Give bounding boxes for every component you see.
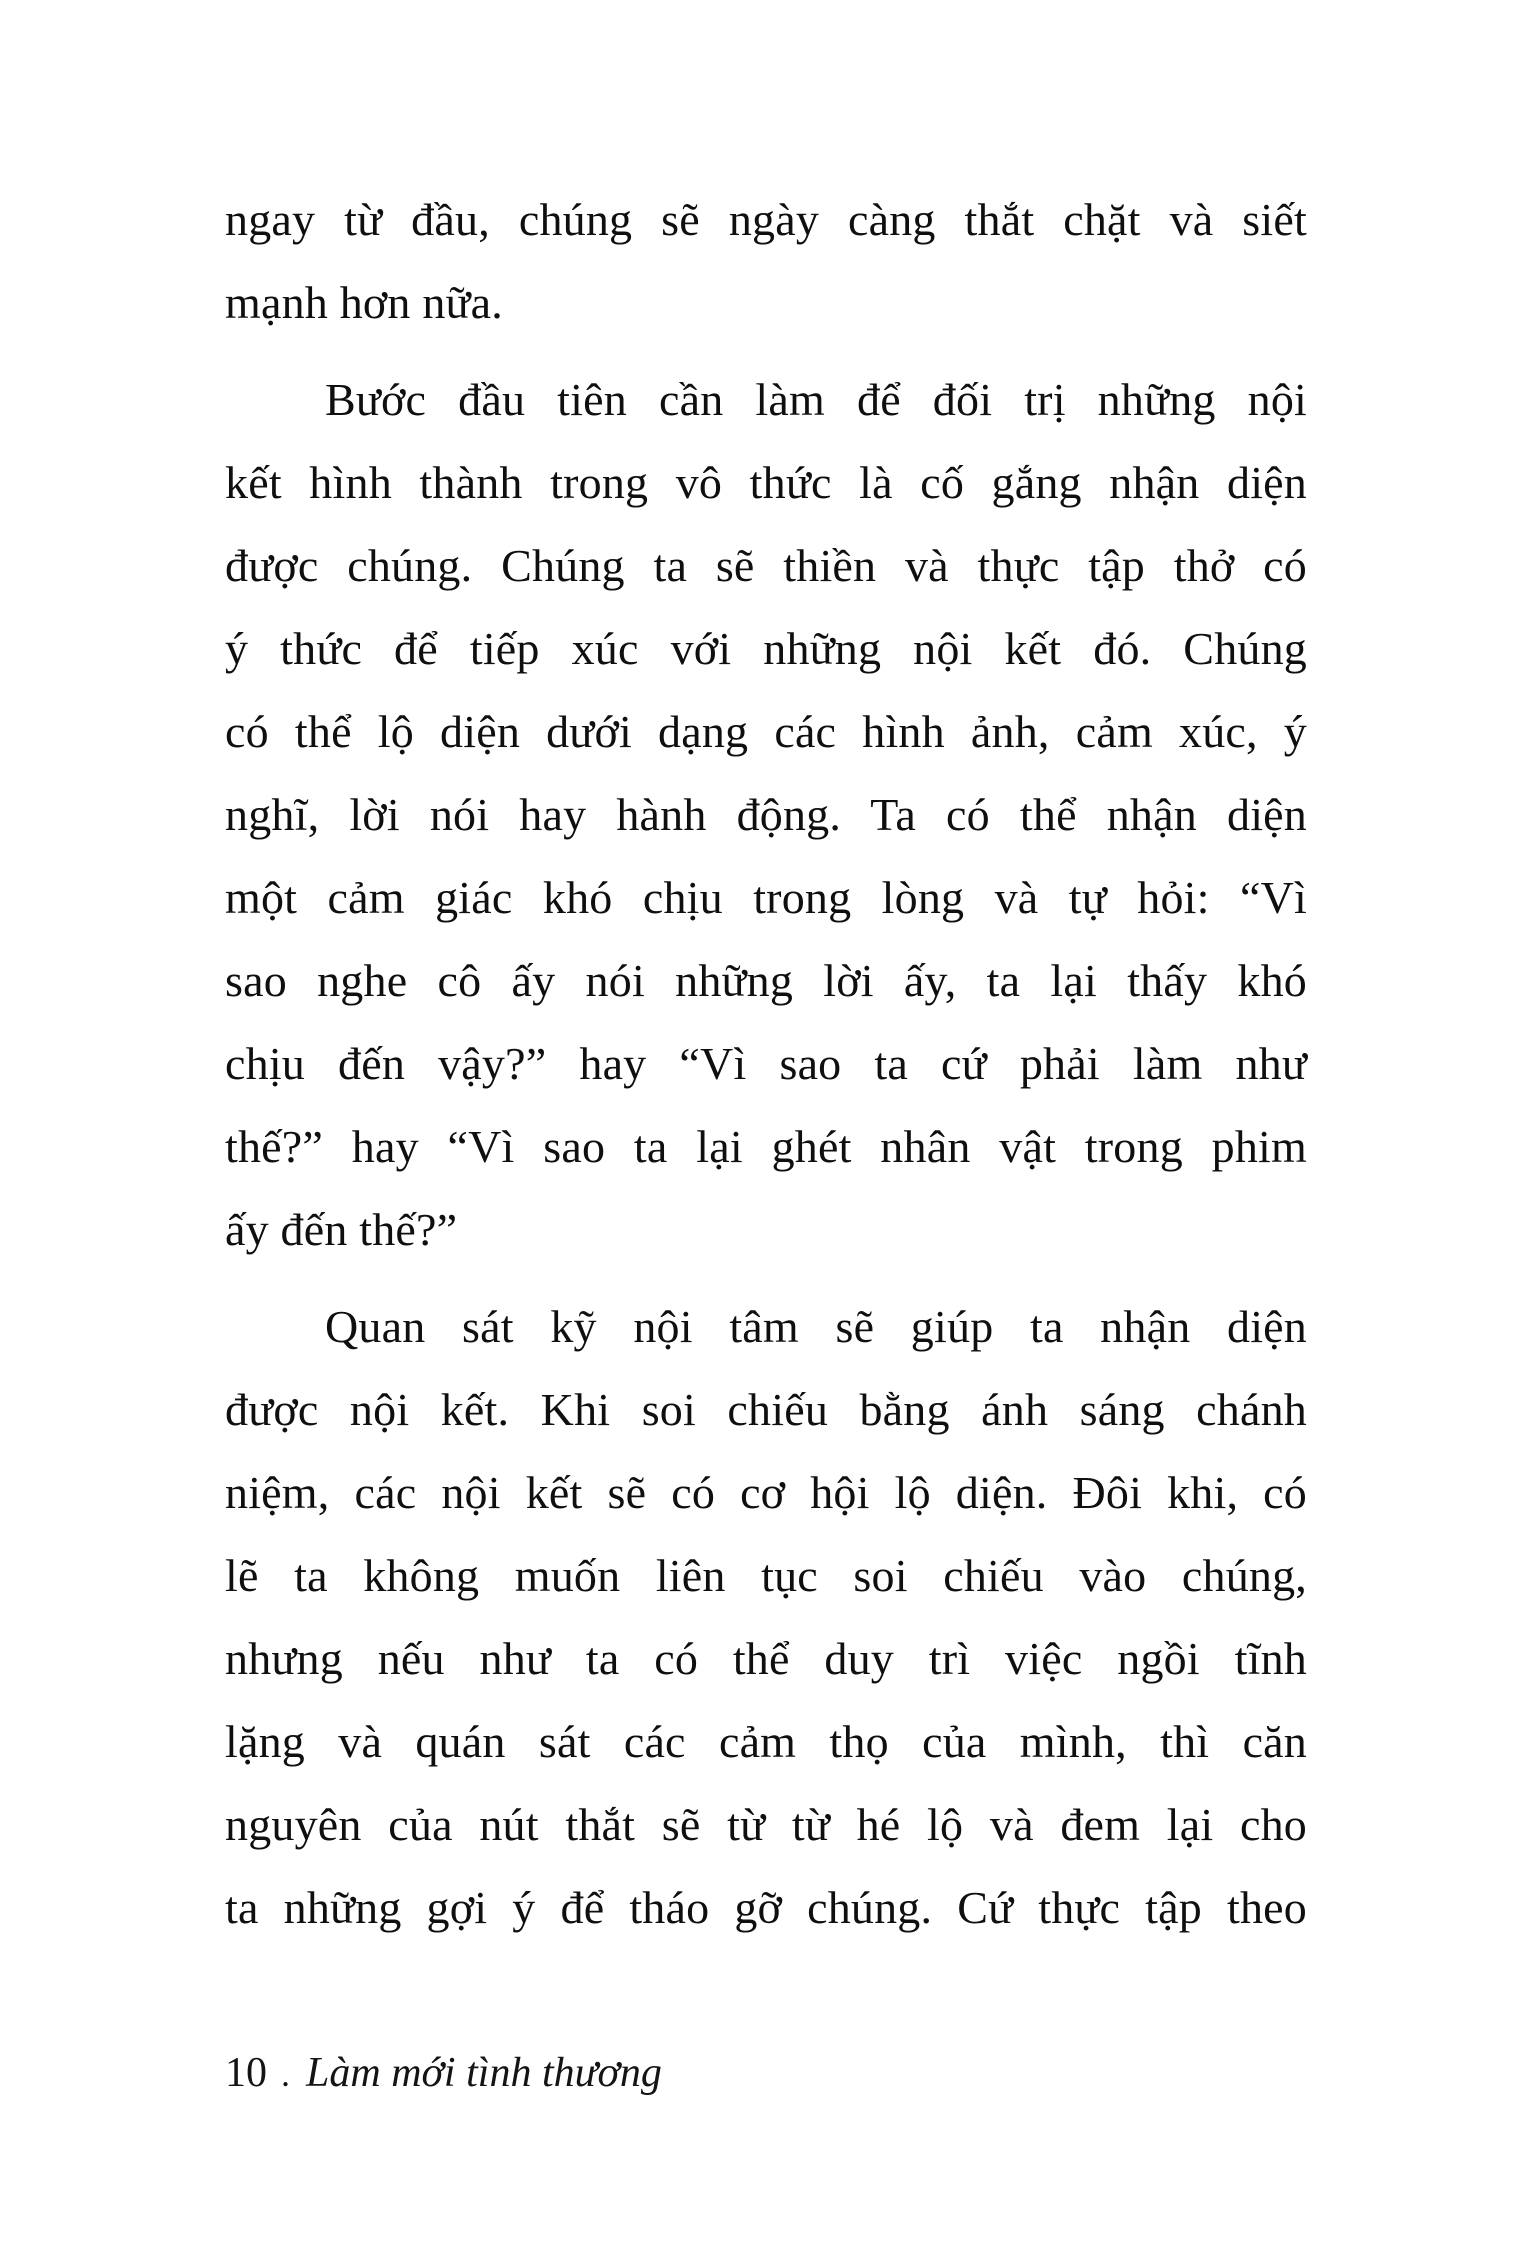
page-body-text [225, 178, 1307, 1949]
text-line: mạnh hơn nữa. [225, 277, 503, 328]
text-line: Quan sát kỹ nội tâm sẽ giúp ta nhận diện [325, 1301, 1307, 1352]
text-line: ý thức để tiếp xúc với những nội kết đó. Chúng [225, 623, 1307, 674]
text-line: chịu đến vậy?” hay “Vì sao ta cứ phải làm như [225, 1038, 1307, 1089]
text-line: nghĩ, lời nói hay hành động. Ta có thể nhận diện [225, 789, 1307, 840]
footer-separator: . [281, 2054, 290, 2094]
text-line: lặng và quán sát các cảm thọ của mình, thì căn [225, 1716, 1307, 1767]
text-line: ấy đến thế?” [225, 1204, 458, 1255]
page-number: 10 [225, 2050, 267, 2096]
footer-book-title: Làm mới tình thương [306, 2050, 662, 2096]
page-footer [225, 2045, 662, 2102]
text-line: có thể lộ diện dưới dạng các hình ảnh, cảm xúc, ý [225, 706, 1307, 757]
text-line: nguyên của nút thắt sẽ từ từ hé lộ và đem lại cho [225, 1799, 1307, 1850]
text-line: được chúng. Chúng ta sẽ thiền và thực tập thở có [225, 540, 1307, 591]
text-line: được nội kết. Khi soi chiếu bằng ánh sáng chánh [225, 1384, 1307, 1435]
text-line: sao nghe cô ấy nói những lời ấy, ta lại thấy khó [225, 955, 1307, 1006]
text-line: nhưng nếu như ta có thể duy trì việc ngồi tĩnh [225, 1633, 1307, 1684]
text-line: Bước đầu tiên cần làm để đối trị những nội [325, 374, 1307, 425]
text-line: ta những gợi ý để tháo gỡ chúng. Cứ thực tập theo [225, 1882, 1307, 1933]
text-line: một cảm giác khó chịu trong lòng và tự hỏi: “Vì [225, 872, 1307, 923]
paragraph [225, 178, 1307, 344]
text-line: thế?” hay “Vì sao ta lại ghét nhân vật trong phim [225, 1121, 1307, 1172]
text-line: lẽ ta không muốn liên tục soi chiếu vào chúng, [225, 1550, 1307, 1601]
text-line: niệm, các nội kết sẽ có cơ hội lộ diện. Đôi khi, có [225, 1467, 1307, 1518]
paragraph [225, 1285, 1307, 1949]
text-line: ngay từ đầu, chúng sẽ ngày càng thắt chặt và siết [225, 194, 1307, 245]
text-line: kết hình thành trong vô thức là cố gắng nhận diện [225, 457, 1307, 508]
paragraph [225, 358, 1307, 1271]
